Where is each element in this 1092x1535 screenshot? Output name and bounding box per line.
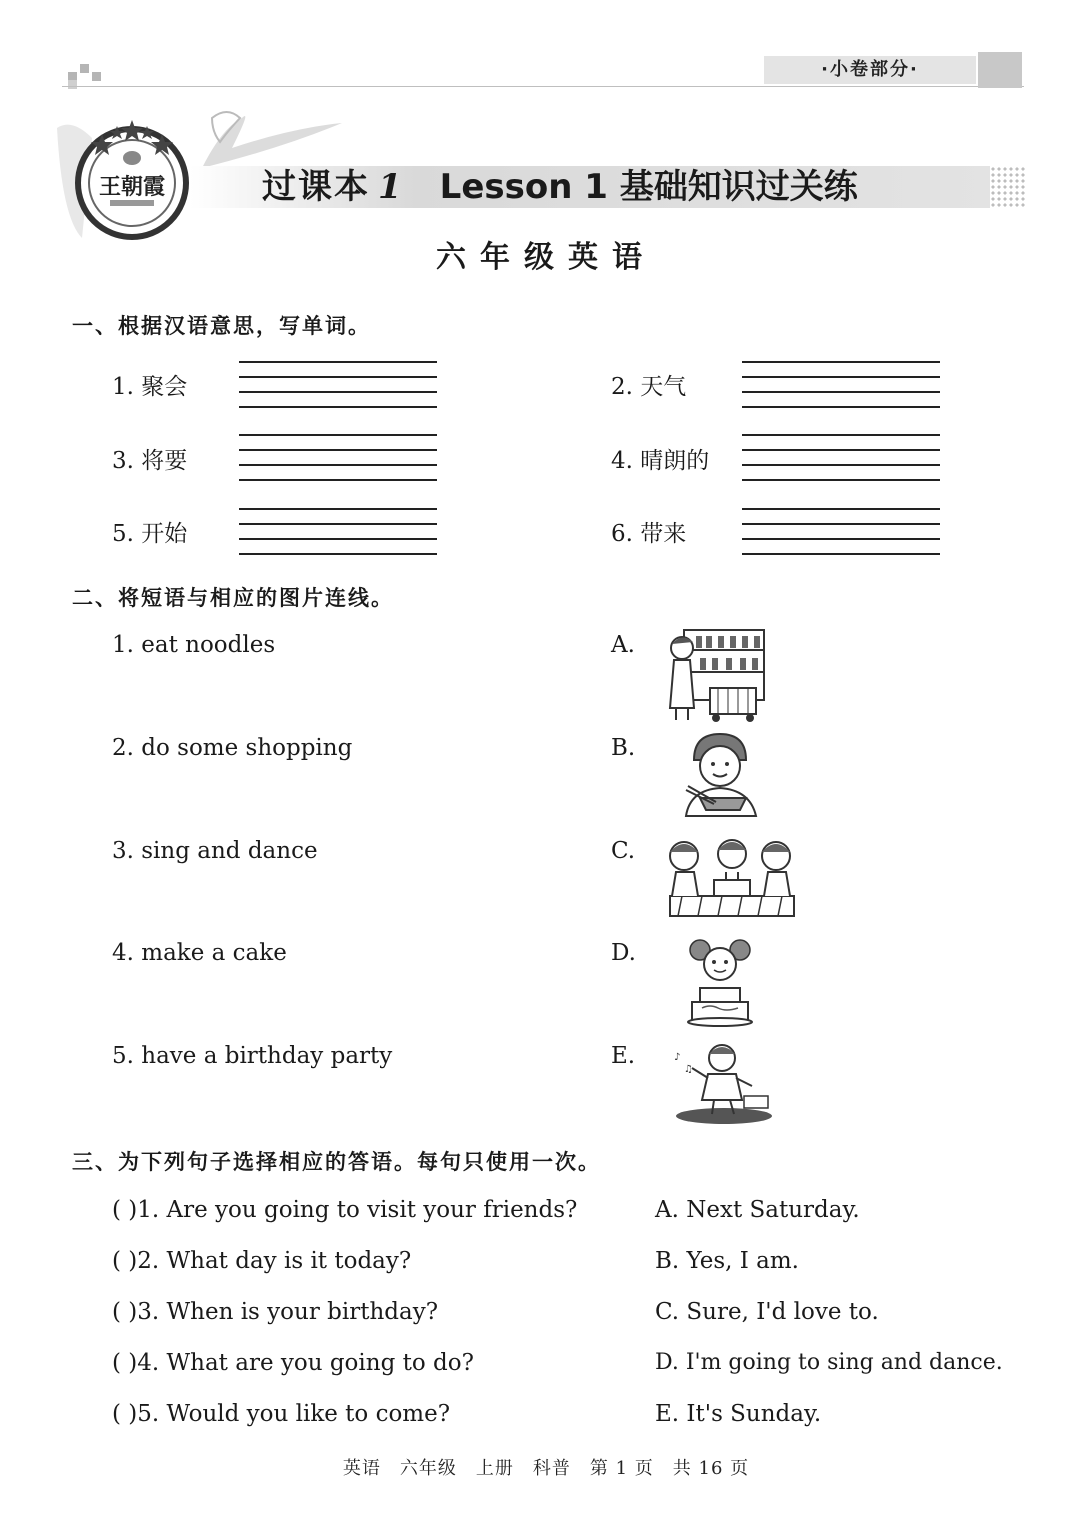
question-3[interactable]: ( )3. When is your birthday? — [112, 1299, 439, 1325]
phrase-2: 2. do some shopping — [112, 735, 353, 761]
phrase-5: 5. have a birthday party — [112, 1043, 393, 1069]
section2-heading: 二、将短语与相应的图片连线。 — [72, 586, 394, 610]
top-rule — [62, 86, 1024, 87]
writing-lines-4[interactable] — [742, 434, 940, 478]
picture-shopping[interactable] — [666, 628, 766, 724]
writing-lines-2[interactable] — [742, 361, 940, 405]
answer-e: E. It's Sunday. — [655, 1401, 822, 1427]
question-2[interactable]: ( )2. What day is it today? — [112, 1248, 412, 1274]
word-item-5: 5. 开始 — [112, 521, 188, 547]
page-footer: 英语 六年级 上册 科普 第 1 页 共 16 页 — [342, 1458, 750, 1479]
title-main: Lesson 1 基础知识过关练 — [439, 167, 858, 207]
picture-making-cake[interactable] — [684, 938, 756, 1028]
logo-text: 王朝霞 — [98, 174, 166, 200]
letter-c: C. — [611, 838, 636, 864]
answer-d: D. I'm going to sing and dance. — [655, 1350, 1003, 1375]
question-5[interactable]: ( )5. Would you like to come? — [112, 1401, 451, 1427]
phrase-4: 4. make a cake — [112, 940, 287, 966]
phrase-3: 3. sing and dance — [112, 838, 318, 864]
word-item-3: 3. 将要 — [112, 448, 188, 474]
question-1[interactable]: ( )1. Are you going to visit your friends? — [112, 1197, 578, 1223]
title-number: 1 — [378, 167, 402, 207]
section3-heading: 三、为下列句子选择相应的答语。每句只使用一次。 — [72, 1150, 601, 1174]
answer-b: B. Yes, I am. — [655, 1248, 799, 1274]
phrase-1: 1. eat noodles — [112, 632, 276, 658]
section1-heading: 一、根据汉语意思，写单词。 — [72, 314, 371, 338]
word-item-6: 6. 带来 — [611, 521, 687, 547]
title-dots — [990, 166, 1026, 208]
letter-d: D. — [611, 940, 636, 966]
page-title — [262, 164, 858, 210]
section-tag: ·小卷部分· — [764, 56, 976, 84]
writing-lines-3[interactable] — [239, 434, 437, 478]
picture-birthday-party[interactable] — [662, 836, 800, 918]
word-item-2: 2. 天气 — [611, 374, 687, 400]
subtitle: 六年级英语 — [436, 240, 656, 275]
writing-lines-1[interactable] — [239, 361, 437, 405]
letter-a: A. — [611, 632, 635, 658]
tag-block — [978, 52, 1022, 88]
writing-lines-6[interactable] — [742, 508, 940, 552]
word-item-1: 1. 聚会 — [112, 374, 188, 400]
picture-eating-noodles[interactable] — [680, 732, 762, 818]
picture-sing-dance[interactable] — [672, 1040, 776, 1126]
svg-text:♫: ♫ — [684, 1064, 693, 1075]
title-prefix: 过课本 — [262, 167, 370, 207]
svg-text:♪: ♪ — [674, 1052, 681, 1063]
question-4[interactable]: ( )4. What are you going to do? — [112, 1350, 474, 1376]
answer-a: A. Next Saturday. — [655, 1197, 860, 1223]
writing-lines-5[interactable] — [239, 508, 437, 552]
word-item-4: 4. 晴朗的 — [611, 448, 710, 474]
letter-e: E. — [611, 1043, 636, 1069]
letter-b: B. — [611, 735, 636, 761]
answer-c: C. Sure, I'd love to. — [655, 1299, 879, 1325]
